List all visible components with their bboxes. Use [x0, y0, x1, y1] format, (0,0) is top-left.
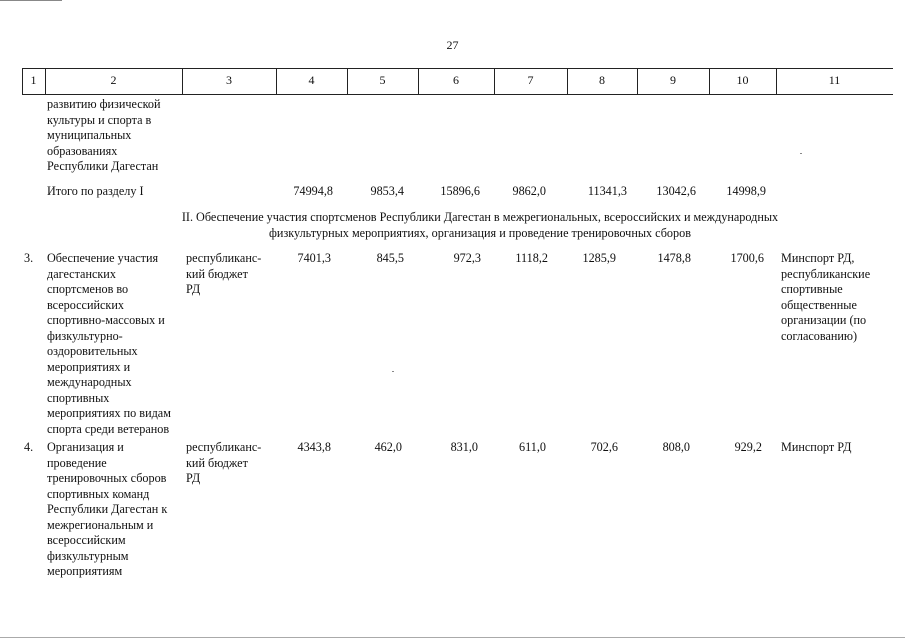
row-value: 929,2 — [734, 440, 762, 454]
subtotal-value: 9862,0 — [512, 184, 546, 198]
scan-bottom-edge — [0, 637, 905, 638]
column-header-8: 8 — [599, 73, 605, 87]
subtotal-value: 15896,6 — [440, 184, 480, 198]
scan-edge-line — [0, 0, 62, 1]
column-header-7: 7 — [527, 73, 534, 87]
column-header-1: 1 — [30, 73, 37, 87]
section-title: II. Обеспечение участия спортсменов Республики Дагестан в межрегиональных, всероссийских и международных физкультурных мероприятиях, организация и проведение тренировочных сборов — [181, 210, 779, 240]
row-value: 808,0 — [662, 440, 690, 454]
column-header-3: 3 — [226, 73, 232, 87]
subtotal-value: 74994,8 — [293, 184, 333, 198]
row-value: 1118,2 — [515, 251, 548, 265]
subtotal-label: Итого по разделу I — [47, 184, 144, 198]
row-number: 4. — [24, 440, 34, 454]
row-value: 831,0 — [450, 440, 478, 454]
row-value: 702,6 — [590, 440, 618, 454]
row-value: 1478,8 — [657, 251, 691, 265]
column-header-10: 10 — [736, 73, 749, 87]
row-funding-source: республиканс- кий бюджет РД — [186, 251, 262, 296]
row-name: Обеспечение участия дагестанских спортсменов во всероссийских спортивно-массовых и физкультурно- оздоровительных мероприятиях и международных спортивных мероприятиях по видам спорта среди ветеранов — [47, 251, 171, 436]
subtotal-value: 11341,3 — [587, 184, 627, 198]
header-bottom-border — [22, 94, 893, 95]
column-header-4: 4 — [308, 73, 315, 87]
header-top-border — [22, 68, 893, 69]
row-value: 462,0 — [374, 440, 402, 454]
row-number: 3. — [24, 251, 34, 265]
row-value: 611,0 — [519, 440, 546, 454]
column-header-11: 11 — [828, 73, 841, 87]
column-header-6: 6 — [453, 73, 459, 87]
subtotal-value: 9853,4 — [370, 184, 404, 198]
continuation-text: развитию физической культуры и спорта в муниципальных образованиях Республики Дагестан — [47, 97, 161, 173]
subtotal-value: 14998,9 — [726, 184, 766, 198]
column-header-5: 5 — [379, 73, 386, 87]
row-name: Организация и проведение тренировочных сборов спортивных команд Республики Дагестан к межрегиональным и всероссийским физкультурным мероприятиям — [47, 440, 168, 578]
row-value: 1285,9 — [582, 251, 616, 265]
row-executor: Минспорт РД — [781, 440, 852, 454]
row-funding-source: республиканс- кий бюджет РД — [186, 440, 262, 485]
column-header-2: 2 — [110, 73, 117, 87]
row-value: 7401,3 — [297, 251, 331, 265]
row-executor: Минспорт РД, республиканские спортивные общественные организации (по согласованию) — [781, 251, 871, 343]
page-number: 27 — [446, 38, 459, 52]
subtotal-value: 13042,6 — [656, 184, 696, 198]
column-header-9: 9 — [670, 73, 676, 87]
scan-speck — [800, 153, 802, 154]
row-value: 4343,8 — [297, 440, 331, 454]
scan-speck — [392, 371, 394, 372]
row-value: 1700,6 — [730, 251, 764, 265]
row-value: 845,5 — [376, 251, 404, 265]
row-value: 972,3 — [453, 251, 481, 265]
